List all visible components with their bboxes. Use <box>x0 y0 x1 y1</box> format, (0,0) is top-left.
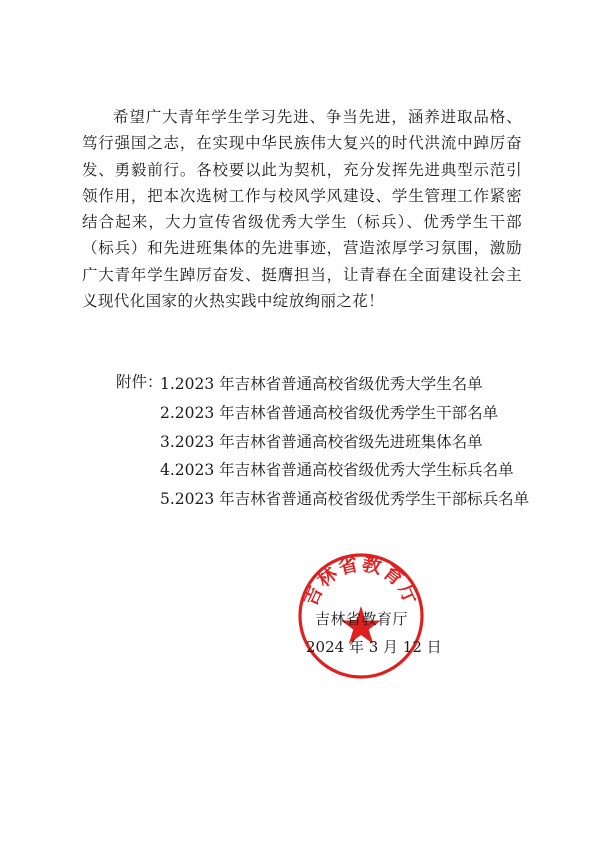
attachment-item: 3.2023 年吉林省普通高校省级先进班集体名单 <box>160 432 483 451</box>
attachment-item: 1.2023 年吉林省普通高校省级优秀大学生名单 <box>160 375 483 393</box>
attachment-item: 4.2023 年吉林省普通高校省级优秀大学生标兵名单 <box>160 461 514 480</box>
signature-date: 2024 年 3 月 12 日 <box>306 638 442 656</box>
attachment-item: 2.2023 年吉林省普通高校省级优秀学生干部名单 <box>160 403 499 422</box>
attachments-label: 附件： <box>116 373 163 391</box>
attachments-list <box>160 370 529 514</box>
signature-org: 吉林省教育厅 <box>315 610 409 628</box>
attachment-item: 5.2023 年吉林省普通高校省级优秀学生干部标兵名单 <box>160 490 530 509</box>
svg-text:吉林省教育厅 <box>298 552 422 609</box>
seal-text: 吉林省教育厅 <box>299 552 423 610</box>
body-paragraph: 希望广大青年学生学习先进、争当先进，涵养进取品格、笃行强国之志，在实现中华民族伟大复兴的时代洪流中踔厉奋发、勇毅前行。各校要以此为契机，充分发挥先进典型示范引领作用，把本次选树工作与校风学风建设、学生管理工作紧密结合起来，大力宣传省级优秀大学生（标兵）、优秀学生干部（标兵）和先进班集体的先进事迹，营造浓厚学习氛围，激励广大青年学生踔厉奋发、挺膺担当，让青春在全面建设社会主义现代化国家的火热实践中绽放绚丽之花！ <box>82 108 522 311</box>
